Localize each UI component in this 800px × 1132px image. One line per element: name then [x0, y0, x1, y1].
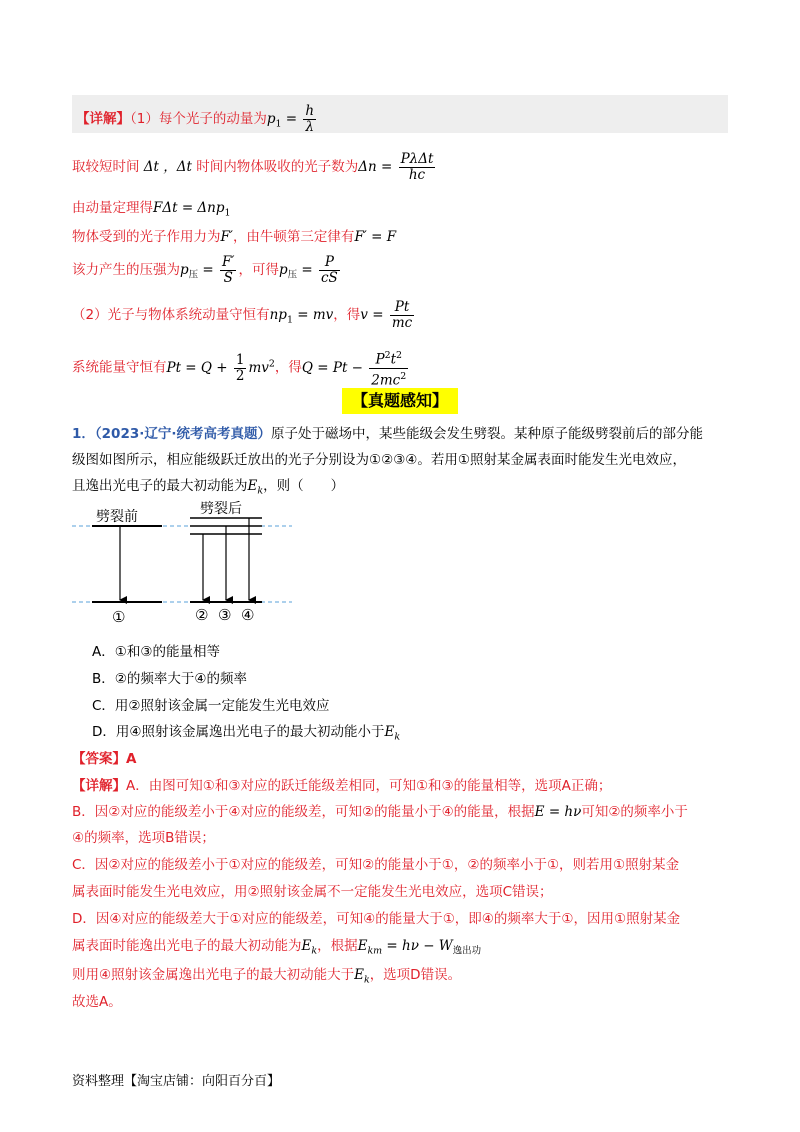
formula-momentum-theorem: FΔt = Δnp$_1$: [153, 200, 231, 219]
question-source: （2023·辽宁·统考高考真题）: [94, 426, 271, 442]
question-number: 1．: [72, 426, 95, 442]
formula-pressure: $p_压$ = $\frac{P}{cS}$: [278, 254, 338, 286]
option-d: D．用④照射该金属逸出光电子的最大初动能小于$E_k$: [92, 724, 401, 743]
detail-tag: 【详解】: [76, 111, 130, 127]
question-line-2: 级图如图所示，相应能级跃迁放出的光子分别设为①②③④。若用①照射某金属表面时能发生光电效应，: [72, 452, 687, 468]
derivation-line-4: 该力产生的压强为$p_压$ = $\frac{F'}{S}$ ，可得$p_压$ = $\frac{P}{cS}$: [72, 255, 342, 286]
label-after-split: 劈裂后: [200, 501, 242, 517]
explanation-b-line2: ④的频率，选项B错误；: [72, 830, 215, 846]
formula-heat: Q = Pt − $\frac{P^2t^2}{2mc^2}$: [301, 350, 407, 388]
option-b: B．②的频率大于④的频率: [92, 671, 247, 687]
question-line-1: 1．（2023·辽宁·统考高考真题）原子处于磁场中，某些能级会发生劈裂。某种原子能级劈裂前后的部分能: [72, 426, 703, 442]
explanation-c-line1: C．因②对应的能级差小于①对应的能级差，可知②的能量小于①，②的频率小于①，则若用①照射某金: [72, 857, 680, 873]
derivation-line-6: 系统能量守恒有Pt = Q + $\frac{1}{2}$ $mv^2$，得Q = Pt − $\frac{P^2t^2}{2mc^2}$: [72, 348, 410, 388]
mark-transition-4: ④: [241, 606, 255, 624]
answer-tag: 【答案】: [72, 751, 126, 767]
explanation-d-line2: 属表面时能逸出光电子的最大初动能为$E_k$，根据$E_{km} = h\nu - W_{逸出功}$: [72, 938, 482, 957]
explanation-tag: 【详解】: [72, 778, 126, 794]
derivation-line-2: 由动量定理得FΔt = Δnp$_1$: [72, 200, 231, 219]
mark-transition-3: ③: [218, 606, 232, 624]
option-a: A．①和③的能量相等: [92, 644, 220, 660]
detail-part1-line: [76, 104, 318, 135]
detail-part1-label: （1）每个光子的动量为: [130, 111, 267, 127]
section-heading: 【真题感知】: [342, 388, 458, 414]
mark-transition-2: ②: [195, 606, 209, 624]
explanation-a: 【详解】A．由图可知①和③对应的跃迁能级差相同，可知①和③的能量相等，选项A正确；: [72, 778, 612, 794]
question-line-3: 且逸出光电子的最大初动能为$E_k$，则（ ）: [72, 478, 345, 497]
answer-value: A: [126, 751, 137, 767]
derivation-line-1: 取较短时间 Δt ，Δt 时间内物体吸收的光子数为Δn = $\frac{\text{PλΔt}}{hc}$: [72, 152, 437, 183]
option-c: C．用②照射该金属一定能发生光电效应: [92, 698, 330, 714]
explanation-conclusion: 故选A。: [72, 994, 122, 1010]
answer-line: [72, 747, 136, 767]
mark-transition-1: ①: [112, 608, 126, 626]
explanation-b-line1: B．因②对应的能级差小于④对应的能级差，可知②的能量小于④的能量，根据E = hν可知②的频率小于: [72, 804, 688, 820]
formula-photon-count: Δn = $\frac{\text{PλΔt}}{hc}$: [358, 151, 434, 183]
formula-newton-third: F′ = F: [354, 229, 397, 245]
explanation-d-line1: D．因④对应的能级差大于①对应的能级差，可知④的能量大于①，即④的频率大于①，因用①照射某金: [72, 911, 681, 927]
derivation-line-5: （2）光子与物体系统动量守恒有$np_1$ = mv，得v = $\frac{Pt}{mc}$: [72, 300, 416, 331]
label-before-split: 劈裂前: [96, 509, 138, 525]
formula-photoelectric: $E_{km} = h\nu - W_{逸出功}$: [357, 938, 482, 957]
derivation-line-3: 物体受到的光子作用力为F′，由牛顿第三定律有F′ = F: [72, 229, 397, 245]
explanation-d-line3: 则用④照射该金属逸出光电子的最大初动能大于$E_k$，选项D错误。: [72, 967, 462, 986]
formula-photon-energy: E = hν: [534, 804, 582, 820]
formula-velocity: v = $\frac{Pt}{mc}$: [360, 299, 413, 331]
formula-photon-momentum: $p_1$ = $\frac{h}{\lambda}$: [266, 103, 315, 135]
page-footer: 资料整理【淘宝店铺：向阳百分百】: [72, 1074, 281, 1089]
explanation-c-line2: 属表面时能发生光电效应，用②照射该金属不一定能发生光电效应，选项C错误；: [72, 884, 553, 900]
